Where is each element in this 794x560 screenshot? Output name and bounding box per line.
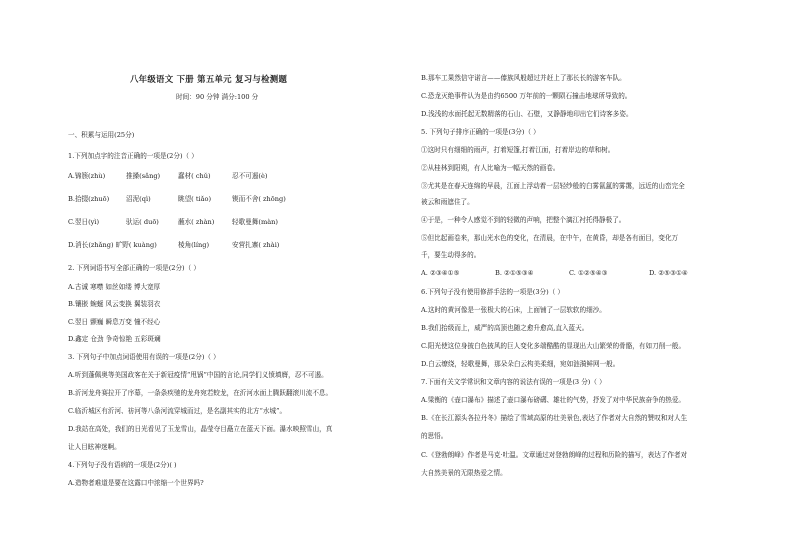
question-6-option: C.阳光使这位身披白色披风的巨人变化多端酷酷的显现出大山繁荣的骨骼，有如刀削一般。 (421, 342, 686, 350)
question-4-option: C.恐龙灭绝事件认为是由约6500 万年前的一颗陨石撞击地球所导致的。 (421, 92, 632, 100)
option: C. ①②⑤④③ (569, 269, 608, 277)
section-heading: 一、积累与运用(25分) (68, 131, 135, 139)
question-5-sentence: ①这时只有细细的雨声，打着短篷,打着江面，打着岸边的草和树。 (421, 146, 615, 154)
option: 忍不可遏(è) (232, 172, 268, 180)
question-1-options-row (68, 241, 279, 250)
question-3-option: A.听到蓬佩奥等美国政客在关于新冠疫情“甩锅”中国的言论,同学们义愤填膺，忍不可遏。 (68, 371, 328, 379)
question-5-sentence: ③尤其是在春天连绵的早晨，江面上浮动着一层轻纱般的白雾氤氲的雾霭，远近的山峦完全 (421, 182, 685, 190)
question-2-stem: 2. 下列词语书写全部正确的一项是(2分)（ ） (68, 264, 200, 272)
question-5-sentence: ④于是，一种令人感觉不到的轻微的声响，把整个漓江衬托得静极了。 (421, 216, 626, 224)
exam-meta: 时间：90 分钟 满分:100 分 (176, 93, 259, 101)
question-7-option-cont: 的思悟。 (421, 432, 448, 440)
question-1-stem: 1.下列加点字的注音正确的一项是(2分)（ ） (68, 152, 198, 160)
option: B. ②①⑤③④ (495, 269, 534, 277)
question-2-option: B.镶嵌 蜿蜒 风云变换 翼装羽衣 (68, 300, 161, 308)
question-4-option: B.那车工果然信守诺言——傣族风般超过并赶上了那长长的游客车队。 (421, 74, 626, 82)
question-5-sentence-cont: 千，要生动得多的。 (421, 251, 481, 259)
option: 沼泥(qì) (126, 195, 151, 203)
question-7-option: C.《登勃朗峰》作者是马克·吐温。文章通过对登勃朗峰的过程和历险的描写，表达了作者对 (421, 451, 688, 459)
option: D.消长(zhǎng) 旷野( kuàng) (68, 241, 157, 249)
question-5-sentence-cont: 被云和雨遮住了。 (421, 198, 474, 206)
question-5-options (421, 269, 688, 278)
option: C.翌日(yì) (68, 218, 100, 226)
question-2-option: A.古诚 寒噤 如丝如缕 博大宽厚 (68, 283, 161, 291)
question-1-options-row (68, 172, 267, 181)
option: A. ②③④①⑤ (421, 269, 460, 277)
question-4-option: A.造物者难道是要在这露口中浓缩一个世界吗? (68, 479, 204, 487)
option: 驮运( duō) (126, 218, 159, 226)
question-3-option-cont: 让人目眩神迷啊。 (68, 443, 121, 451)
question-3-option: D.我站在高处，我们的日光看见了玉龙雪山，晶莹夺目矗立在蓝天下面。瀑水映照雪山，真 (68, 425, 333, 433)
question-3-option: C.临沂城区有沂河、祊河等八条河流穿城而过，是名副其实的北方“水城”。 (68, 407, 287, 415)
question-5-sentence: ⑤但比起画卷来，那山光水色的变化，在清晨，在中午，在黄昏，却是各有面目，变化万 (421, 234, 679, 242)
option: 推搡(sǎng) (126, 172, 161, 180)
question-7-option-cont: 大自然美景的无限热爱之情。 (421, 469, 507, 477)
question-7-stem: 7.下面有关文学常识和文章内容的说法有误的一项是(3 分)（ ） (421, 378, 606, 386)
option: D. ②⑤③①④ (649, 269, 688, 277)
question-7-option: B.《在长江源头各拉丹冬》描绘了雪域高原的壮美景色,表达了作者对大自然的赞叹和对人生 (421, 414, 688, 422)
question-1-options-row (68, 195, 286, 204)
option: 安营扎寨( zhài) (232, 241, 280, 249)
option: 棱角(líng) (178, 241, 210, 249)
question-3-stem: 3. 下列句子中加点词语使用有误的一项是(2分)（ ） (68, 353, 220, 361)
option: 眺望( tiǎo) (178, 195, 212, 203)
option: 锲而不舍( zhōng) (232, 195, 286, 203)
question-2-option: D.鑫定 仓劲 争奇惊艳 五彩斑斓 (68, 335, 161, 343)
question-7-option: A.梁衡的《壶口瀑布》描述了壶口瀑布磅礴、雄壮的气势，抒发了对中华民族奋争的热爱。 (421, 396, 686, 404)
option: B.拾掇(zhuō) (68, 195, 110, 203)
option: A.锦簇(zhù) (68, 172, 106, 180)
question-6-option: B.我们抬级而上，威严的高顶也随之愈升愈高,直入蓝天。 (421, 324, 589, 332)
question-4-stem: 4.下列句子没有语病的一项是(2分)( ) (68, 461, 177, 469)
question-6-option: D.白云缭绕，轻歌曼舞，那朵朵白云构美柔细，宛如涟漪鲜网一般。 (421, 360, 620, 368)
question-5-stem: 5. 下列句子排序正确的一项是(3分)（ ） (421, 128, 540, 136)
option: 蠢材( chǔ) (178, 172, 211, 180)
question-4-option: D.浅浅的水面托起无数精落的石山、石壁，又静静地印出它们诗客多姿。 (421, 110, 633, 118)
question-2-option: C.翌日 颤巍 瞬息万变 憧不经心 (68, 318, 161, 326)
question-5-sentence: ②从桂林到阳朔，有人比喻为一幅天然的画卷。 (421, 164, 560, 172)
question-1-options-row (68, 218, 278, 227)
page-title: 八年级语文 下册 第五单元 复习与检测题 (130, 74, 288, 84)
question-3-option: B.沂河龙舟赛拉开了序幕，一条条疾驰的龙舟宛若蛟龙，在沂河水面上腾跃翻滚川流不息。 (68, 389, 333, 397)
question-6-stem: 6.下列句子没有使用修辞手法的一项是(3分)（ ） (421, 288, 565, 296)
question-6-option: A.这时的黄河像是一张极大的石床，上面铺了一层软软的细沙。 (421, 306, 606, 314)
option: 蘸水( zhàn) (178, 218, 215, 226)
option: 轻歌曼舞(màn) (232, 218, 278, 226)
